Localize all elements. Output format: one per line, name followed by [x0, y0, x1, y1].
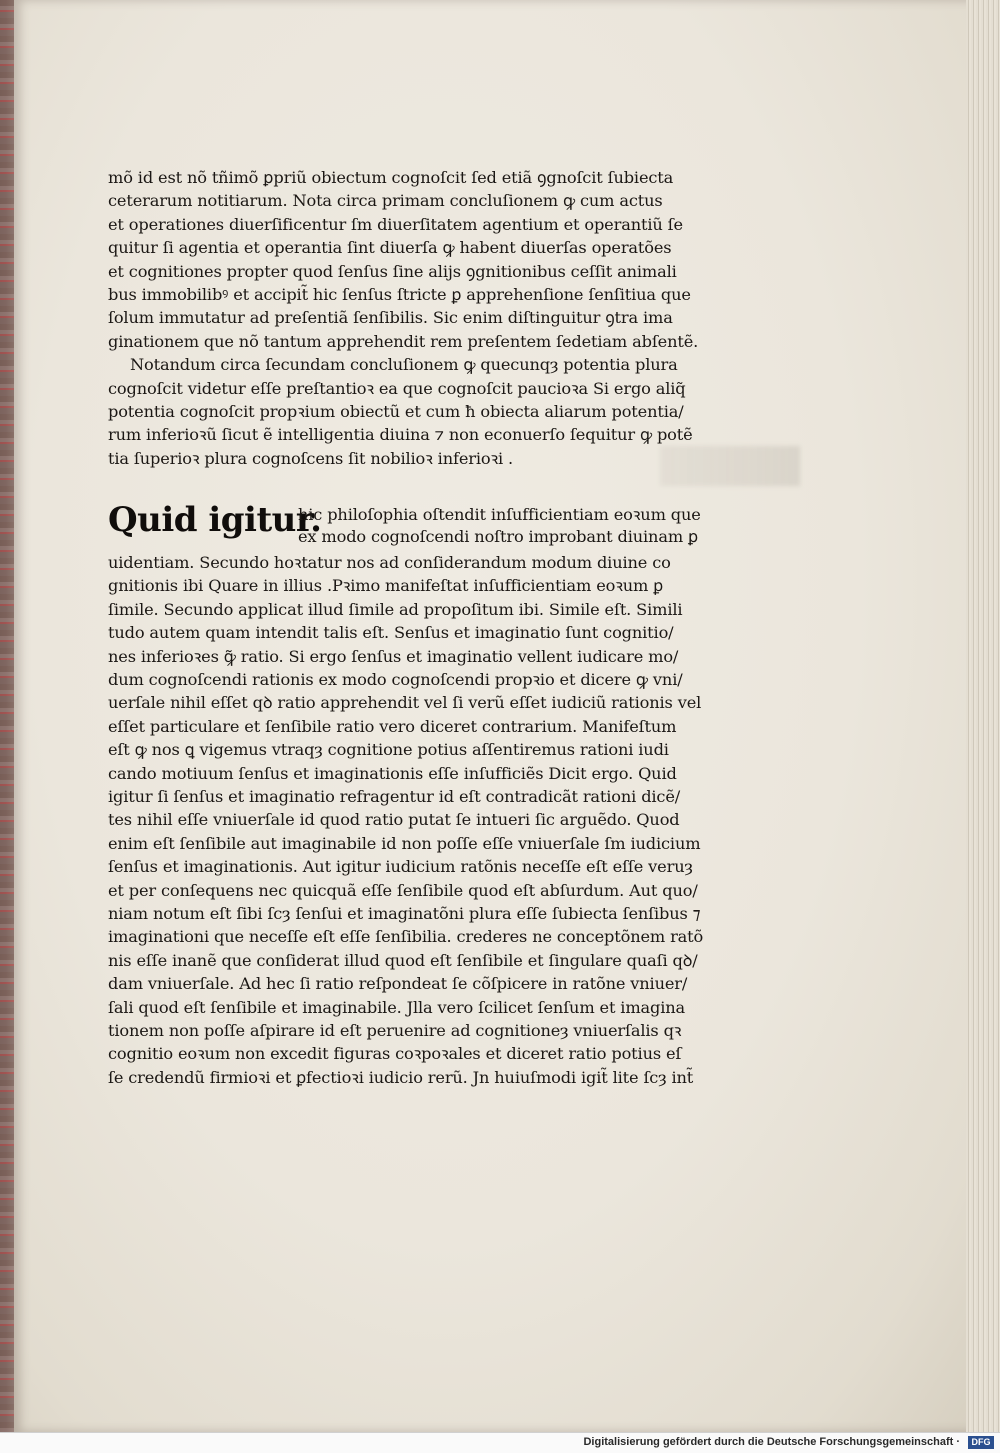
text-line: et operationes diuerſificentur ſm diuerſitatem agentium et operantiũ ſe [108, 214, 683, 234]
text-line: et per conſequens nec quicquã eſſe ſenſibile quod eſt abſurdum. Aut quo/ [108, 880, 698, 900]
rubric-lemma: Quid igitur. [108, 500, 322, 541]
text-line: ſe credendũ firmioꝛi et ꝑfectioꝛi iudicio rerũ. Jn huiuſmodi igit̃ lite ſcȝ int̃ [108, 1067, 694, 1087]
text-line: uidentiam. Secundo hoꝛtatur nos ad conſiderandum modum diuine co [108, 553, 671, 573]
text-line: potentia cognoſcit propꝛium obiectũ et cum ħ obiecta aliarum potentia/ [108, 401, 684, 421]
funding-notice: Digitalisierung gefördert durch die Deutsche Forschungsgemeinschaft · [583, 1436, 960, 1448]
text-line: mõ id est nõ tñimõ ꝑpriũ obiectum cognoſcit ſed etiã ꝯgnoſcit ſubiecta [108, 168, 674, 187]
text-line: nes inferioꝛes ꝙ̃ ratio. Si ergo ſenſus et imaginatio vellent iudicare mo/ [108, 646, 679, 666]
text-line: tia ſuperioꝛ plura cognoſcens ſit nobilioꝛ inferioꝛi . [108, 448, 513, 468]
text-line: imaginationi que neceſſe eſt eſſe ſenſibilia. crederes ne conceptõnem ratõ [108, 927, 704, 947]
dfg-logo-icon: DFG [968, 1436, 994, 1449]
text-line: ex modo cognoſcendi noſtro improbant diuinam ꝑ [298, 527, 699, 547]
page-edges [966, 0, 1000, 1432]
paragraph-3 [108, 551, 768, 1089]
footer-bar [0, 1432, 1000, 1453]
section-gap [108, 470, 768, 503]
text-line: gnitionis ibi Quare in illius .Pꝛimo manifeſtat inſufficientiam eoꝛum ꝑ [108, 576, 664, 596]
text-line: niam notum eſt ſibi ſcȝ ſenſui et imaginatõni plura eſſe ſubiecta ſenſibus ⁊ [108, 903, 701, 923]
text-block [108, 166, 768, 1089]
text-line: eſſet particulare et ſenſibile ratio vero diceret contrarium. Manifeſtum [108, 716, 677, 736]
text-line: hic philoſophia oſtendit inſufficientiam eoꝛum que [298, 505, 701, 525]
text-line: rum inferioꝛũ ſicut ẽ intelligentia diuina ⁊ non econuerſo ſequitur ꝙ potẽ [108, 425, 693, 445]
text-line: ſenſus et imaginationis. Aut igitur iudicium ratõnis neceſſe eſt eſſe veruȝ [108, 857, 693, 877]
text-line: ginationem que nõ tantum apprehendit rem preſentem ſedetiam abſentẽ. [108, 331, 699, 351]
paragraph-2 [108, 353, 768, 470]
text-line: et cognitiones propter quod ſenſus ſine alijs ꝯgnitionibus ceſſit animali [108, 261, 677, 281]
text-line: eſt ꝙ nos ꝗ vigemus vtraqȝ cognitione potius aſſentiremus rationi iudi [108, 740, 669, 760]
text-line: uerſale nihil eſſet qꝺ ratio apprehendit vel ſi verũ eſſet iudiciũ rationis vel [108, 693, 702, 713]
text-line: cognitio eoꝛum non excedit figuras coꝛpoꝛales et diceret ratio potius eſ [108, 1044, 682, 1064]
text-line: dam vniuerſale. Ad hec ſi ratio reſpondeat ſe cõſpicere in ratõne vniuer/ [108, 974, 688, 994]
text-line: Notandum circa ſecundam concluſionem ꝙ quecunqȝ potentia plura [130, 355, 678, 375]
text-line: cognoſcit videtur eſſe preſtantioꝛ ea que cognoſcit paucioꝛa Si ergo aliq̃ [108, 378, 686, 398]
text-line: nis eſſe inanẽ que conſiderat illud quod eſt ſenſibile et ſingulare quaſi qꝺ/ [108, 950, 698, 970]
text-line: tionem non poſſe aſpirare id eſt peruenire ad cognitioneȝ vniuerſalis qꝛ [108, 1020, 682, 1040]
text-line: tes nihil eſſe vniuerſale id quod ratio putat ſe intueri ſic arguẽdo. Quod [108, 810, 680, 830]
commentary-heading [108, 500, 768, 551]
text-line: quitur ſi agentia et operantia ſint diuerſa ꝙ habent diuerſas operatões [108, 238, 672, 258]
text-line: dum cognoſcendi rationis ex modo cognoſcendi propꝛio et dicere ꝙ vni/ [108, 670, 683, 690]
text-line: ſali quod eſt ſenſibile et imaginabile. Jlla vero ſcilicet ſenſum et imagina [108, 997, 686, 1017]
text-line: enim eſt ſenſibile aut imaginabile id non poſſe eſſe vniuerſale ſm iudicium [108, 833, 701, 853]
text-line: ſolum immutatur ad preſentiã ſenſibilis. Sic enim diſtinguitur ꝯtra ima [108, 308, 673, 328]
text-line: igitur ſi ſenſus et imaginatio refragentur id eſt contradicãt rationi dicẽ/ [108, 786, 681, 806]
text-line: cando motiuum ſenſus et imaginationis eſſe inſufficiẽs Dicit ergo. Quid [108, 763, 677, 783]
text-line: ſimile. Secundo applicat illud ſimile ad propoſitum ibi. Simile eſt. Simili [108, 599, 683, 619]
text-line: ceterarum notitiarum. Nota circa primam concluſionem ꝙ cum actus [108, 191, 663, 211]
paragraph-1 [108, 166, 768, 353]
binding-edge [0, 0, 14, 1452]
text-line: bus immobilibꝰ et accipit̃ hic ſenſus ſtricte ꝑ apprehenſione ſenſitiua que [108, 284, 691, 304]
text-line: tudo autem quam intendit talis eſt. Senſus et imaginatio ſunt cognitio/ [108, 623, 674, 643]
